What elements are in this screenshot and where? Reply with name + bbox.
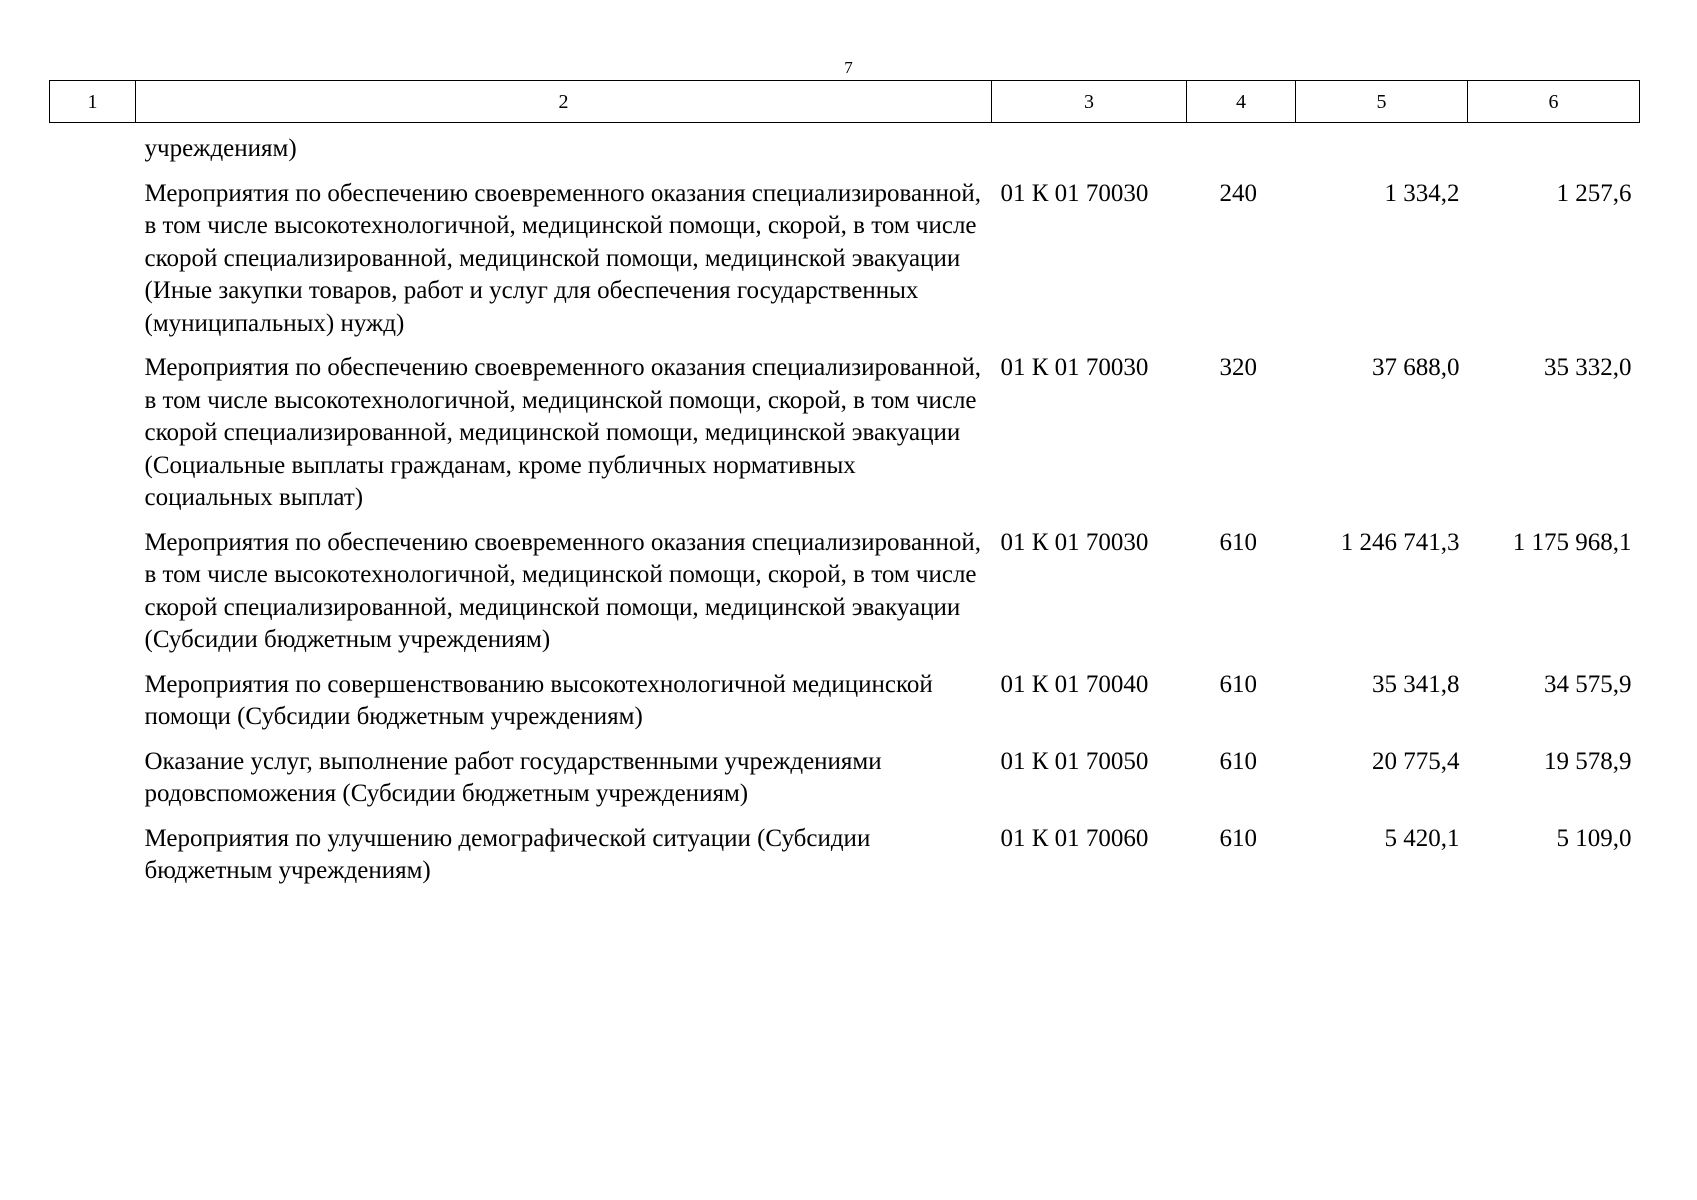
expense-type: 240 (1219, 179, 1257, 207)
amount-col-6: 35 332,0 (1544, 354, 1632, 381)
header-col-3: 3 (992, 81, 1187, 123)
empty-cell (1296, 123, 1468, 178)
expense-name: Оказание услуг, выполнение работ государственными учреждениями родовспоможения (Субсидии бюджетным учреждениям) (144, 747, 882, 807)
expense-name: Мероприятия по обеспечению своевременного оказания специализированной, в том числе высокотехнологичной, медицинской помощи, скорой, в том числе скорой специализированной, медицинской помощи, медицинской эвакуации (Субсидии бюджетным учреждениям) (144, 528, 981, 653)
header-col-1: 1 (50, 81, 136, 123)
row-number-cell (50, 527, 136, 669)
target-code: 01 К 01 70030 (1000, 528, 1149, 556)
expense-name: Мероприятия по совершенствованию высокотехнологичной медицинской помощи (Субсидии бюджетным учреждениям) (144, 670, 933, 730)
amount-col-6: 19 578,9 (1544, 747, 1632, 775)
table-row (50, 746, 1640, 823)
table-row (50, 823, 1640, 900)
expense-name: Мероприятия по улучшению демографической ситуации (Субсидии бюджетным учреждениям) (144, 824, 871, 884)
expense-type: 610 (1219, 824, 1257, 852)
target-code: 01 К 01 70060 (1000, 824, 1149, 852)
continuation-text: учреждениям) (144, 135, 297, 162)
row-number-cell (50, 352, 136, 527)
budget-table (49, 80, 1640, 900)
amount-col-6: 5 109,0 (1556, 824, 1632, 852)
empty-cell (1468, 123, 1640, 178)
empty-cell (992, 123, 1187, 178)
page-number: 7 (844, 58, 853, 77)
amount-col-5: 20 775,4 (1372, 747, 1460, 775)
row-number-cell (50, 669, 136, 746)
target-code: 01 К 01 70040 (1000, 670, 1149, 698)
table-row (50, 527, 1640, 669)
expense-type: 610 (1219, 747, 1257, 775)
amount-col-6: 1 175 968,1 (1512, 528, 1632, 556)
row-number-cell (50, 746, 136, 823)
continuation-row (50, 123, 1640, 178)
amount-col-5: 35 341,8 (1372, 670, 1460, 698)
table-row (50, 352, 1640, 527)
amount-col-5: 1 246 741,3 (1340, 528, 1460, 556)
target-code: 01 К 01 70030 (1000, 354, 1149, 381)
amount-col-5: 1 334,2 (1384, 179, 1460, 207)
row-number-cell (50, 123, 136, 178)
expense-name: Мероприятия по обеспечению своевременного оказания специализированной, в том числе высокотехнологичной, медицинской помощи, скорой, в том числе скорой специализированной, медицинской помощи, медицинской эвакуации (Социальные выплаты гражданам, кроме публичных нормативных социальных выплат) (144, 354, 981, 511)
table-body (50, 123, 1640, 900)
header-row (50, 81, 1640, 123)
amount-col-6: 1 257,6 (1556, 179, 1632, 207)
amount-col-6: 34 575,9 (1544, 670, 1632, 698)
table-row (50, 669, 1640, 746)
expense-name: Мероприятия по обеспечению своевременного оказания специализированной, в том числе высокотехнологичной, медицинской помощи, скорой, в том числе скорой специализированной, медицинской помощи, медицинской эвакуации (Иные закупки товаров, работ и услуг для обеспечения государственных (муниципальных) нужд) (144, 179, 981, 337)
expense-type: 610 (1219, 670, 1257, 698)
header-col-6: 6 (1468, 81, 1640, 123)
expense-type: 320 (1219, 354, 1257, 381)
table-header (50, 81, 1640, 123)
expense-type: 610 (1219, 528, 1257, 556)
header-col-5: 5 (1296, 81, 1468, 123)
table-row (50, 178, 1640, 353)
row-number-cell (50, 823, 136, 900)
target-code: 01 К 01 70050 (1000, 747, 1149, 775)
header-col-4: 4 (1187, 81, 1296, 123)
row-number-cell (50, 178, 136, 353)
empty-cell (1187, 123, 1296, 178)
target-code: 01 К 01 70030 (1000, 179, 1149, 207)
amount-col-5: 5 420,1 (1384, 824, 1460, 852)
amount-col-5: 37 688,0 (1372, 354, 1460, 381)
header-col-2: 2 (136, 81, 992, 123)
